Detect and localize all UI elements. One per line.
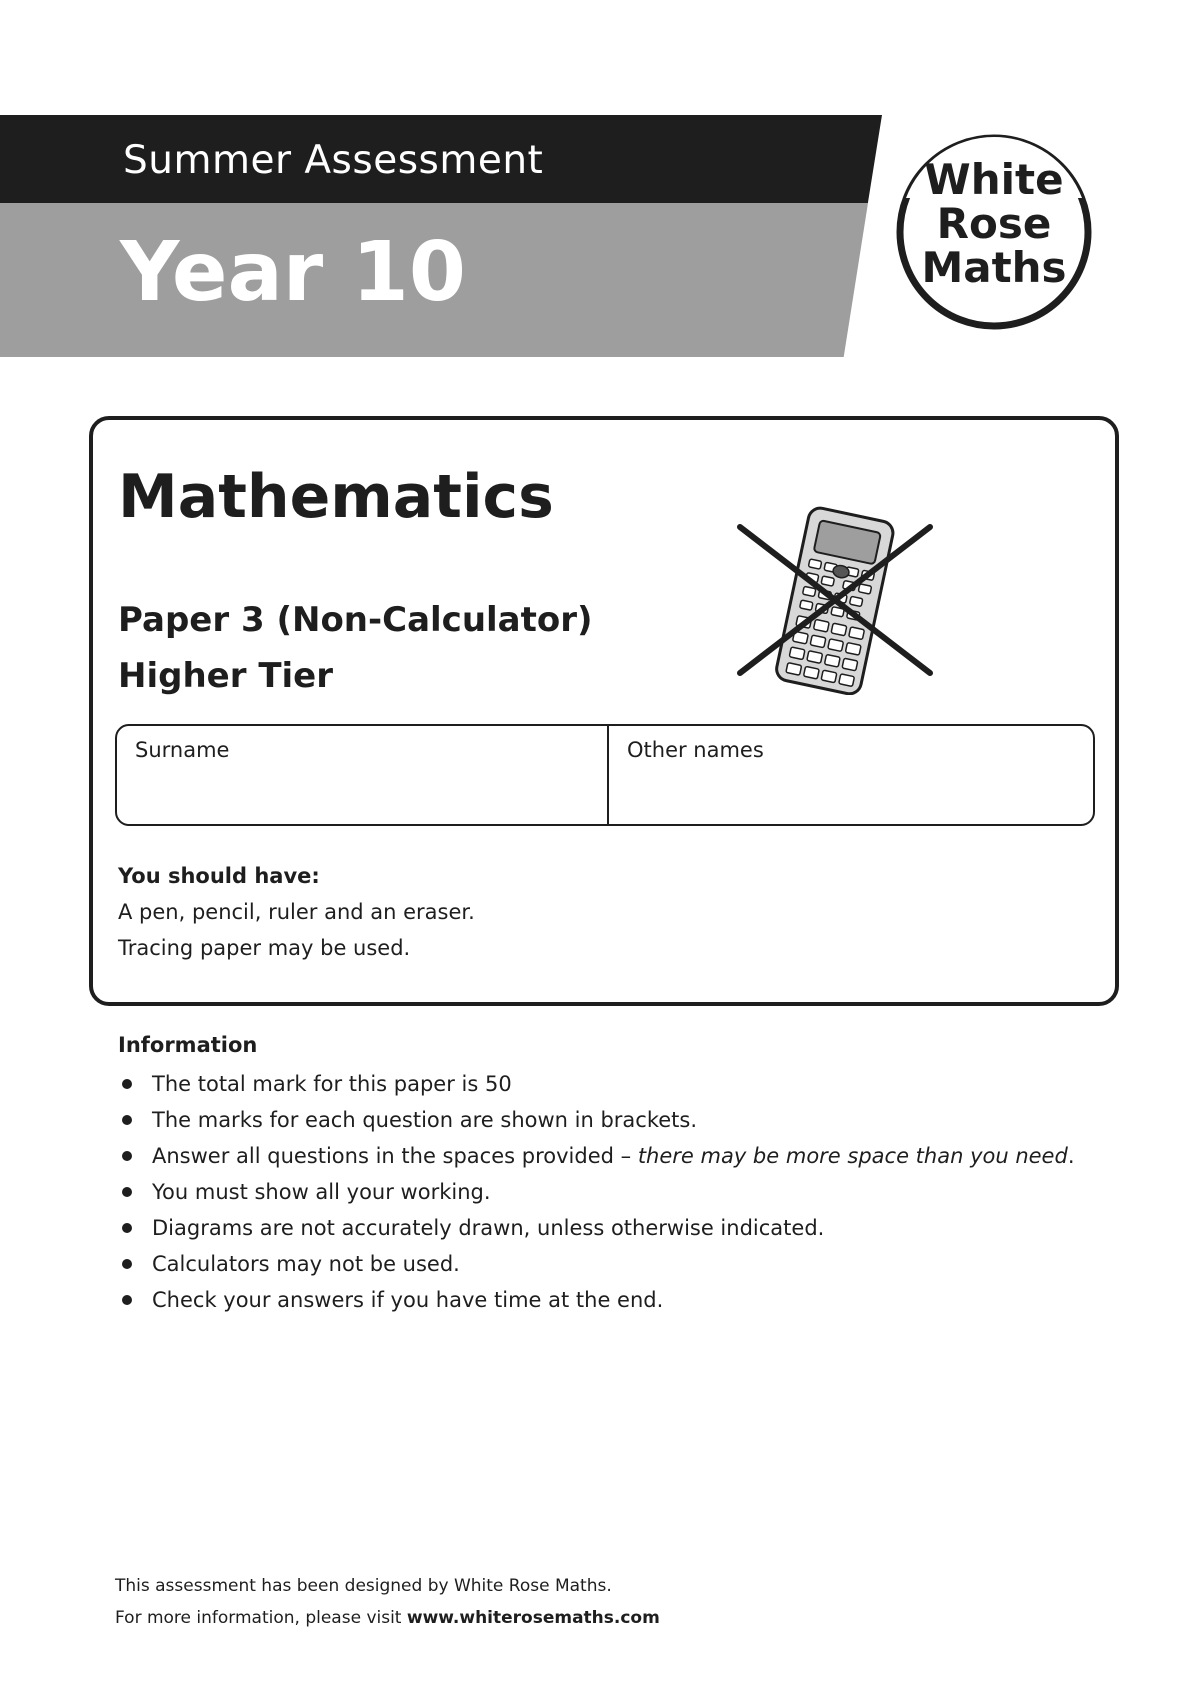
information-heading: Information	[118, 1033, 258, 1057]
bullet-icon	[122, 1151, 132, 1161]
italic-note: there may be more space than you need	[637, 1144, 1068, 1168]
paper-number: Paper 3 (Non-Calculator)	[118, 600, 593, 640]
list-item: Calculators may not be used.	[118, 1246, 1075, 1282]
bullet-icon	[122, 1079, 132, 1089]
bullet-icon	[122, 1295, 132, 1305]
footer-more-info: For more information, please visit www.whiterosemaths.com	[115, 1608, 660, 1628]
equipment-line-1: A pen, pencil, ruler and an eraser.	[118, 900, 475, 924]
logo-text-rose: Rose	[936, 199, 1052, 248]
other-names-label: Other names	[627, 738, 764, 762]
bullet-icon	[122, 1115, 132, 1125]
surname-label: Surname	[135, 738, 230, 762]
names-divider	[607, 726, 609, 824]
no-calculator-icon	[730, 505, 940, 695]
information-list	[118, 1066, 1075, 1318]
assessment-subtitle: Summer Assessment	[123, 138, 544, 183]
list-item: Check your answers if you have time at the end.	[118, 1282, 1075, 1318]
subject-title: Mathematics	[118, 462, 554, 532]
bullet-icon	[122, 1223, 132, 1233]
bullet-icon	[122, 1187, 132, 1197]
logo-text-maths: Maths	[921, 243, 1067, 292]
bullet-icon	[122, 1259, 132, 1269]
list-item: The marks for each question are shown in brackets.	[118, 1102, 1075, 1138]
website-link[interactable]: www.whiterosemaths.com	[406, 1608, 660, 1628]
list-item: Diagrams are not accurately drawn, unless otherwise indicated.	[118, 1210, 1075, 1246]
candidate-names-box	[115, 724, 1095, 826]
year-title: Year 10	[120, 225, 466, 320]
list-item: Answer all questions in the spaces provided – there may be more space than you need.	[118, 1138, 1075, 1174]
equipment-heading: You should have:	[118, 864, 320, 888]
equipment-line-2: Tracing paper may be used.	[118, 936, 411, 960]
logo-text-white: White	[924, 155, 1064, 204]
list-item: The total mark for this paper is 50	[118, 1066, 1075, 1102]
paper-tier: Higher Tier	[118, 656, 333, 696]
white-rose-maths-logo	[894, 132, 1094, 332]
footer-credit: This assessment has been designed by White Rose Maths.	[115, 1576, 612, 1596]
list-item: You must show all your working.	[118, 1174, 1075, 1210]
